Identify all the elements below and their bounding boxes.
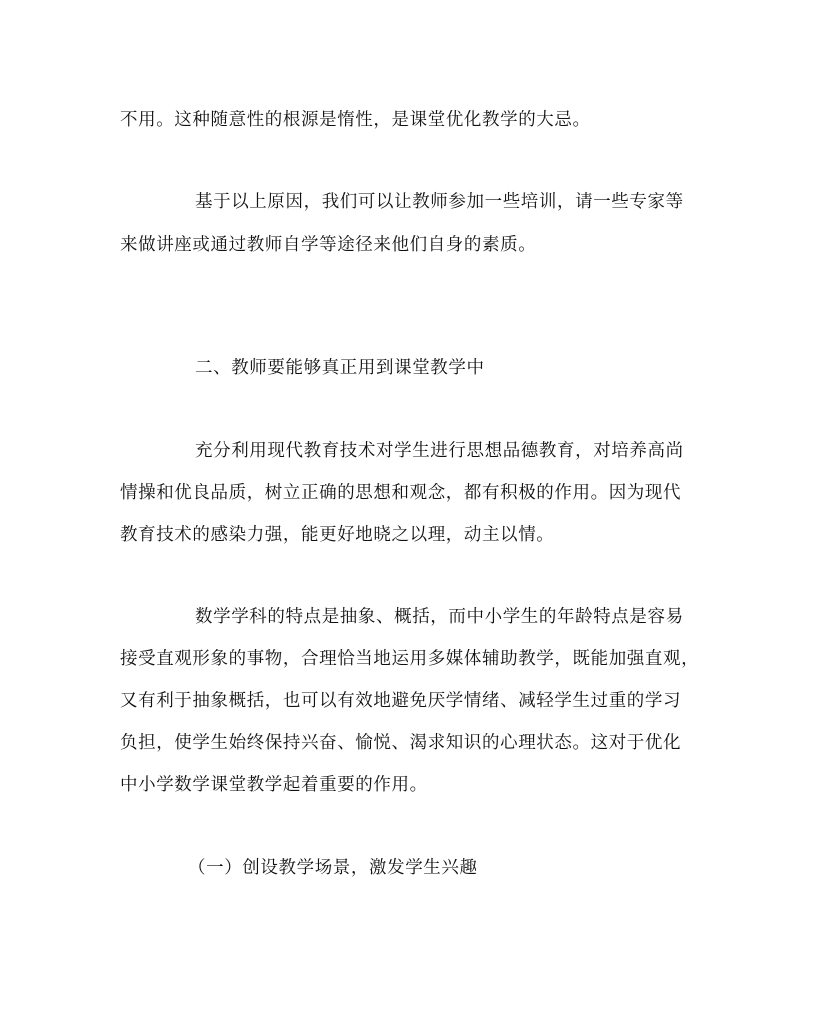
paragraph-1-line-1: 不用。这种随意性的根源是惰性，是课堂优化教学的大忌。	[120, 110, 591, 130]
paragraph-3-line-2: 情操和优良品质，树立正确的思想和观念，都有积极的作用。因为现代	[120, 483, 682, 503]
paragraph-4-line-2: 接受直观形象的事物，合理恰当地运用多媒体辅助教学，既能加强直观，	[120, 649, 700, 669]
paragraph-3-line-1: 充分利用现代教育技术对学生进行思想品德教育，对培养高尚	[195, 441, 684, 461]
paragraph-4-line-1: 数学学科的特点是抽象、概括，而中小学生的年龄特点是容易	[195, 607, 684, 627]
paragraph-4-line-3: 又有利于抽象概括，也可以有效地避免厌学情绪、减轻学生过重的学习	[120, 691, 682, 711]
paragraph-4-line-4: 负担，使学生始终保持兴奋、愉悦、渴求知识的心理状态。这对于优化	[120, 733, 682, 753]
section-heading: 二、教师要能够真正用到课堂教学中	[195, 358, 485, 378]
paragraph-3-line-3: 教育技术的感染力强，能更好地晓之以理，动主以情。	[120, 525, 555, 545]
paragraph-4-line-5: 中小学数学课堂教学起着重要的作用。	[120, 775, 428, 795]
subsection-heading: （一）创设教学场景，激发学生兴趣	[188, 858, 478, 878]
paragraph-2-line-1: 基于以上原因，我们可以让教师参加一些培训，请一些专家等	[195, 192, 684, 212]
paragraph-2-line-2: 来做讲座或通过教师自学等途径来他们自身的素质。	[120, 235, 537, 255]
